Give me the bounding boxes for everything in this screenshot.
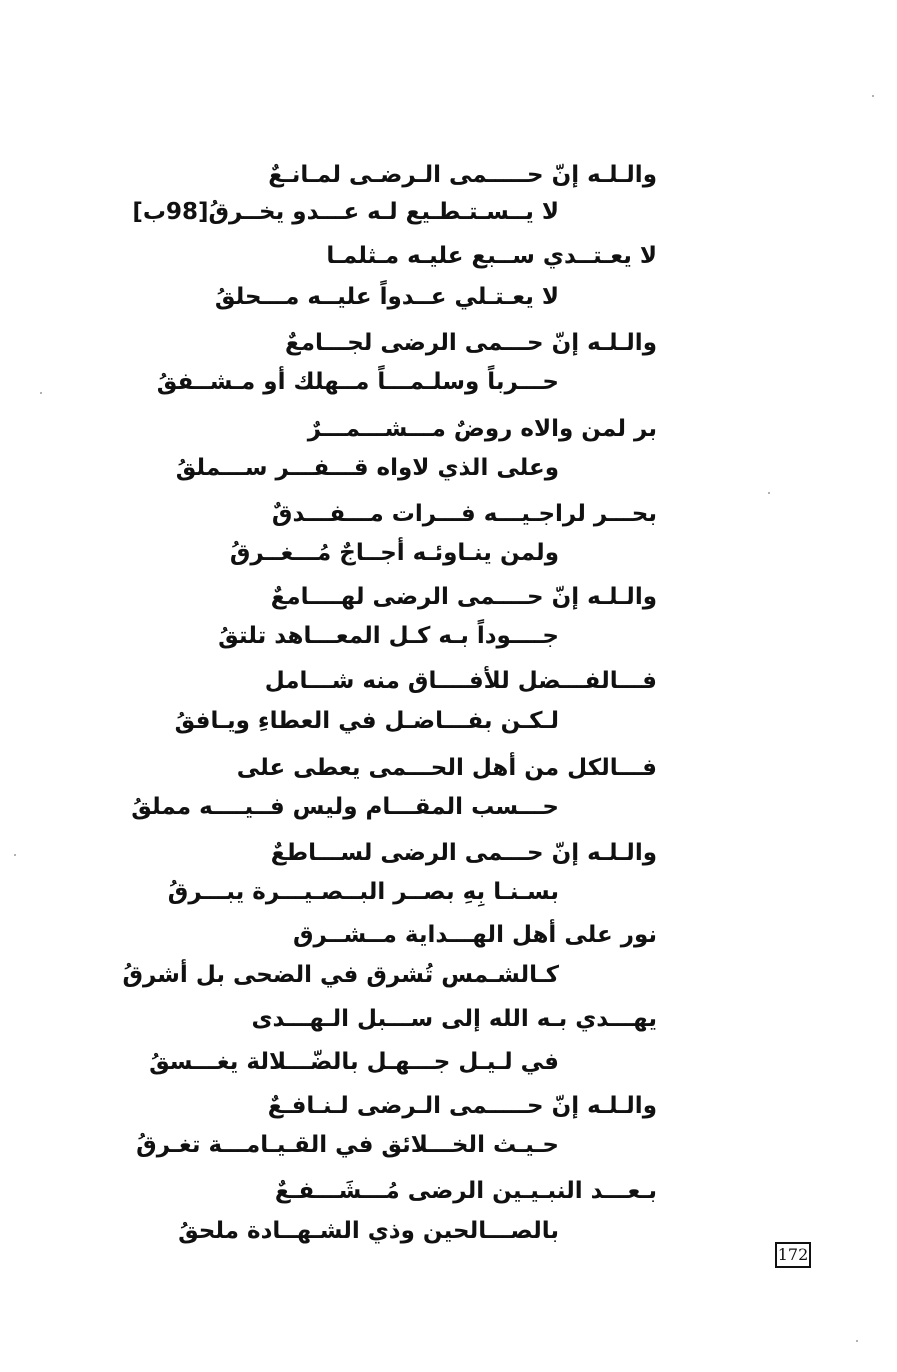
- verse-line: والـلـه إنّ حـــــمى الـرضى لـنـافـعٌ: [267, 1093, 657, 1119]
- verse-line: بـعـــد النبـيـين الرضى مُـــشَـــفـعٌ: [274, 1178, 657, 1204]
- verse-line: جــــوداً بـه كـل المعـــاهد تلتقُ: [218, 623, 559, 649]
- scan-speck: [14, 854, 16, 856]
- verse-line: حـــرباً وسلـمـــاً مــهلك أو مـشــفقُ: [156, 369, 559, 395]
- verse-line: بسـنـا بِهِ بصــر البــصـيـــرة يبـــرقُ: [167, 879, 559, 905]
- scan-speck: [872, 95, 874, 97]
- verse-line: لا يــسـتـطـيع لـه عـــدو يخــرقُ[98ب]: [132, 199, 559, 225]
- verse-line: فـــالفـــضل للأفــــاق منه شـــامل: [264, 668, 657, 694]
- verse-line: حـــسب المقـــام وليس فــيــــه مملقُ: [131, 794, 559, 820]
- verse-line: فـــالكل من أهل الحـــمى يعطى على: [236, 755, 657, 781]
- verse-line: في لـيـل جـــهـل بالضّـــلالة يغـــسقُ: [149, 1049, 559, 1075]
- scan-speck: [768, 492, 770, 494]
- verse-line: نور على أهل الهـــداية مــشــرق: [292, 922, 657, 948]
- verse-line: لا يعـتـلي عــدواً عليــه مـــحلقُ: [214, 284, 559, 310]
- verse-line: والـلـه إنّ حـــمى الرضى لســـاطعٌ: [270, 840, 657, 866]
- verse-line: حـيـث الخـــلائق في القـيـامـــة تغـرقُ: [136, 1132, 559, 1158]
- verse-line: ولمن ينـاوئـه أجــاجٌ مُـــغــرقُ: [229, 540, 559, 566]
- verse-line: والـلـه إنّ حـــمى الرضى لجـــامعٌ: [285, 330, 657, 356]
- verse-line: وعلى الذي لاواه قـــفـــر ســـملقُ: [175, 455, 559, 481]
- verse-line: بر لمن والاه روضٌ مـــشـــمـــرٌ: [307, 416, 657, 442]
- verse-line: بحـــر لراجـيـــه فـــرات مـــفـــدقٌ: [271, 501, 657, 527]
- verse-line: لـكـن بفـــاضـل في العطاءِ ويـافقُ: [174, 708, 559, 734]
- verse-line: والـلـه إنّ حــــمى الرضى لهــــامعٌ: [270, 584, 657, 610]
- scan-speck: [856, 1340, 858, 1342]
- verse-line: بالصـــالحين وذي الشـهــادة ملحقُ: [178, 1218, 559, 1244]
- page-number-box: 172: [775, 1242, 811, 1268]
- scan-speck: [40, 392, 42, 394]
- verse-line: كـالشـمس تُشرق في الضحى بل أشرقُ: [122, 962, 559, 988]
- verse-line: والـلـه إنّ حـــــمى الـرضـى لمـانـعٌ: [268, 162, 657, 188]
- verse-line: لا يعـتــدي ســبع عليـه مـثلمـا: [326, 243, 657, 269]
- verse-line: يهـــدي بـه الله إلى ســـبل الـهـــدى: [251, 1006, 657, 1032]
